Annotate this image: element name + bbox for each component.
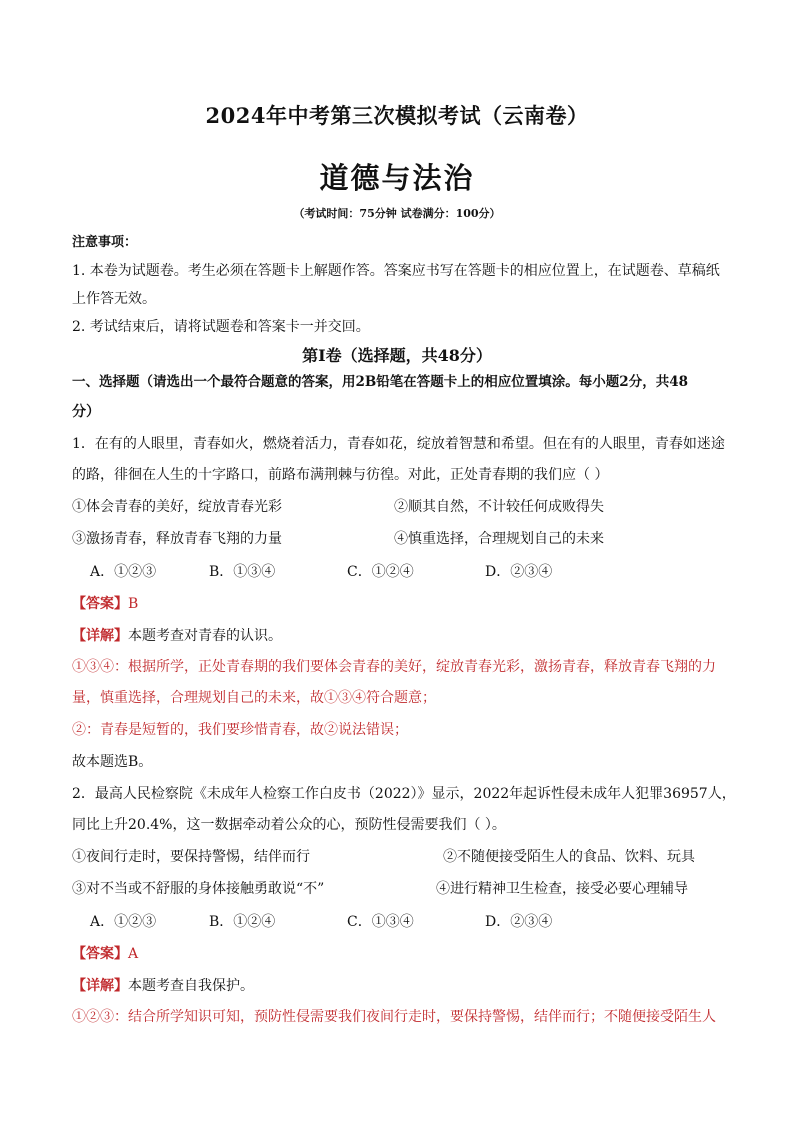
q1-answer: [72, 595, 722, 613]
q1-explanation-2: ②：青春是短暂的，我们要珍惜青春，故②说法错误；: [72, 722, 408, 738]
q2-statement-3: ③对不当或不舒服的身体接触勇敢说“不”: [72, 881, 325, 897]
q1-option-c: C．①②④: [347, 564, 414, 580]
q1-statement-4: ④慎重选择，合理规划自己的未来: [394, 531, 604, 547]
q1-detail-text: 本题考查对青春的认识。: [128, 628, 282, 644]
q2-answer-value: A: [128, 946, 139, 962]
notice-heading: 注意事项：: [72, 235, 138, 250]
q2-option-a: A．①②③: [90, 914, 157, 930]
detail-tag: 【详解】: [72, 978, 128, 994]
answer-tag: 【答案】: [72, 596, 128, 612]
q1-statement-1: ①体会青春的美好，绽放青春光彩: [72, 499, 282, 515]
q2-option-b: B．①②④: [209, 914, 276, 930]
q2-statement-1: ①夜间行走时，要保持警惕，结伴而行: [72, 849, 310, 865]
section-instruction-cont: 分）: [72, 404, 100, 420]
detail-tag: 【详解】: [72, 628, 128, 644]
exam-info: （考试时间：75分钟 试卷满分：100分）: [293, 207, 501, 220]
q1-answer-value: B: [128, 596, 139, 612]
q1-statement-2: ②顺其自然，不计较任何成败得失: [394, 499, 604, 515]
answer-tag: 【答案】: [72, 946, 128, 962]
q2-stem-cont: 同比上升20.4%，这一数据牵动着公众的心，预防性侵需要我们（ ）。: [72, 817, 506, 833]
q2-statement-4: ④进行精神卫生检查，接受必要心理辅导: [436, 881, 688, 897]
q2-stem: 2．最高人民检察院《未成年人检察工作白皮书（2022）》显示，2022年起诉性侵未成年人犯罪36957人，: [72, 786, 736, 802]
q2-statement-2: ②不随便接受陌生人的食品、饮料、玩具: [443, 849, 695, 865]
subject-title: 道德与法治: [319, 161, 475, 195]
q1-explanation-1: ①③④：根据所学，正处青春期的我们要体会青春的美好，绽放青春光彩，激扬青春，释放青春飞翔的力: [72, 659, 716, 675]
section-instruction: 一、选择题（请选出一个最符合题意的答案，用2B铅笔在答题卡上的相应位置填涂。每小题2分，共48: [72, 374, 688, 390]
exam-title: 2024年中考第三次模拟考试（云南卷）: [205, 103, 589, 128]
q2-explanation-1: ①②③：结合所学知识可知，预防性侵需要我们夜间行走时，要保持警惕，结伴而行；不随便接受陌生人: [72, 1009, 716, 1025]
q2-option-c: C．①③④: [347, 914, 414, 930]
q2-answer: [72, 945, 722, 963]
q1-stem-cont: 的路，徘徊在人生的十字路口，前路布满荆棘与彷徨。对此，正处青春期的我们应（ ）: [72, 467, 609, 483]
q1-option-b: B．①③④: [209, 564, 276, 580]
notice-item-2: 2. 考试结束后，请将试题卷和答案卡一并交回。: [72, 319, 370, 335]
notice-item-1-cont: 上作答无效。: [72, 291, 156, 307]
q1-stem: 1．在有的人眼里，青春如火，燃烧着活力，青春如花，绽放着智慧和希望。但在有的人眼里，青春如迷途: [72, 436, 725, 452]
q2-detail-text: 本题考查自我保护。: [128, 978, 254, 994]
notice-item-1: 1. 本卷为试题卷。考生必须在答题卡上解题作答。答案应书写在答题卡的相应位置上，在试题卷、草稿纸: [72, 263, 720, 279]
q2-option-d: D．②③④: [485, 914, 553, 930]
q2-detail: [72, 977, 722, 995]
q1-conclusion: 故本题选B。: [72, 754, 153, 770]
q1-statement-3: ③激扬青春，释放青春飞翔的力量: [72, 531, 282, 547]
section-title: 第Ⅰ卷（选择题，共48分）: [302, 346, 492, 365]
q1-detail: [72, 627, 722, 645]
q1-option-d: D．②③④: [485, 564, 553, 580]
q1-explanation-1-cont: 量，慎重选择，合理规划自己的未来，故①③④符合题意；: [72, 690, 436, 706]
q1-option-a: A．①②③: [90, 564, 157, 580]
